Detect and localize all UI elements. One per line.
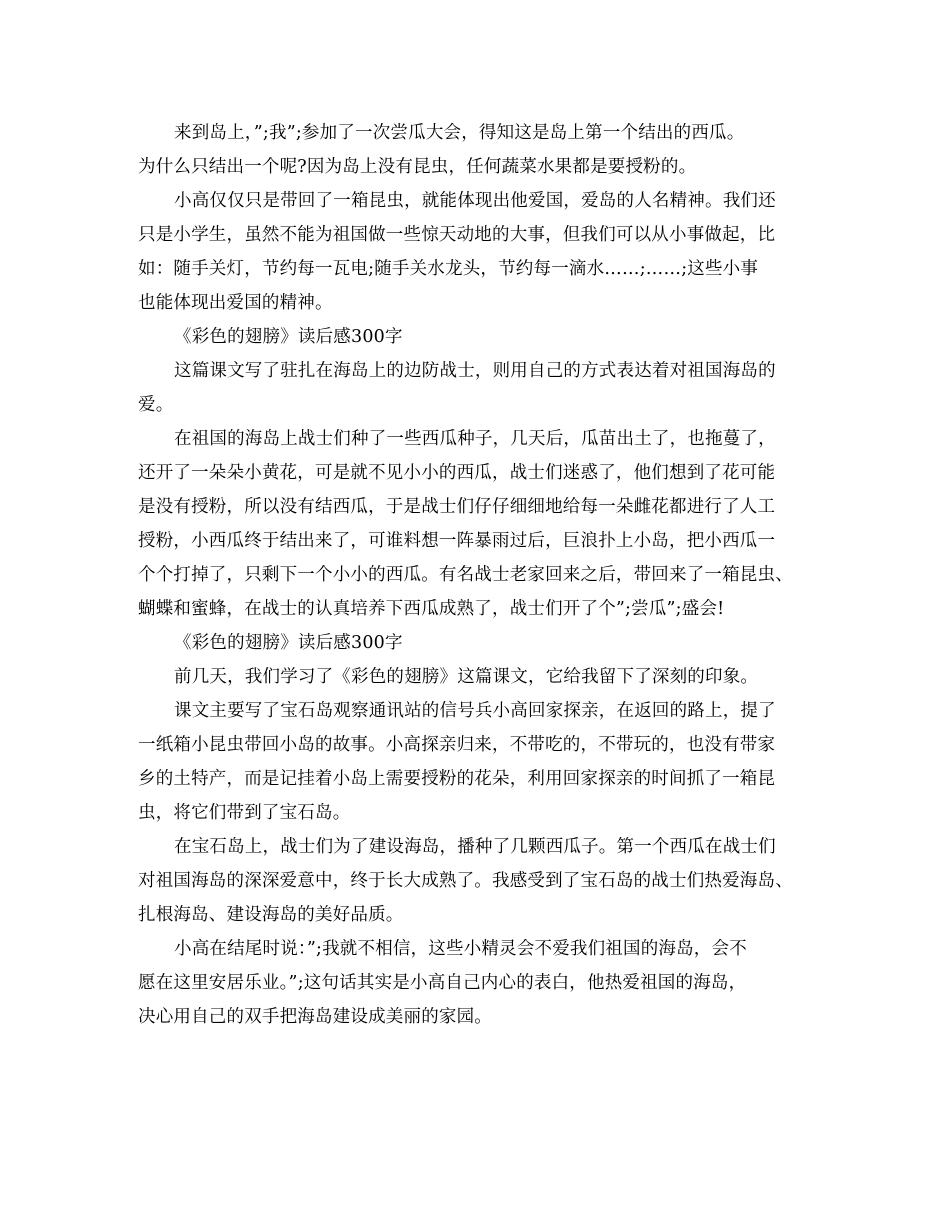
text-line: 只是小学生，虽然不能为祖国做一些惊天动地的大事，但我们可以从小事做起，比 — [138, 225, 776, 245]
text-line: 乡的土特产，而是记挂着小岛上需要授粉的花朵，利用回家探亲的时间抓了一箱昆 — [138, 769, 776, 789]
text-line: 小高仅仅只是带回了一箱昆虫，就能体现出他爱国，爱岛的人名精神。我们还 — [174, 191, 776, 211]
text-line: 扎根海岛、建设海岛的美好品质。 — [138, 905, 404, 925]
text-line: 愿在这里安居乐业。”;这句话其实是小高自己内心的表白，他热爱祖国的海岛， — [138, 973, 747, 993]
text-line: 小高在结尾时说：”;我就不相信，这些小精灵会不爱我们祖国的海岛，会不 — [174, 939, 747, 959]
text-line: 为什么只结出一个呢?因为岛上没有昆虫，任何蔬菜水果都是要授粉的。 — [138, 157, 697, 177]
text-line: 个个打掉了，只剩下一个小小的西瓜。有名战士老家回来之后，带回来了一箱昆虫、 — [138, 565, 793, 585]
text-line: 蝴蝶和蜜蜂，在战士的认真培养下西瓜成熟了，战士们开了个”;尝瓜”;盛会! — [138, 599, 725, 619]
text-line: 也能体现出爱国的精神。 — [138, 293, 333, 313]
text-line: 在宝石岛上，战士们为了建设海岛，播种了几颗西瓜子。第一个西瓜在战士们 — [174, 837, 776, 857]
text-line: 来到岛上，”;我”;参加了一次尝瓜大会，得知这是岛上第一个结出的西瓜。 — [174, 123, 745, 143]
text-line: 这篇课文写了驻扎在海岛上的边防战士，则用自己的方式表达着对祖国海岛的 — [174, 361, 776, 381]
text-line: 爱。 — [138, 395, 174, 415]
text-line: 对祖国海岛的深深爱意中，终于长大成熟了。我感受到了宝石岛的战士们热爱海岛、 — [138, 871, 793, 891]
text-line: 虫，将它们带到了宝石岛。 — [138, 803, 351, 823]
section-heading: 《彩色的翅膀》读后感300字 — [174, 327, 403, 347]
text-line: 在祖国的海岛上战士们种了一些西瓜种子，几天后，瓜苗出土了，也拖蔓了， — [174, 429, 776, 449]
section-heading: 《彩色的翅膀》读后感300字 — [174, 633, 403, 653]
text-line: 一纸箱小昆虫带回小岛的故事。小高探亲归来，不带吃的，不带玩的，也没有带家 — [138, 735, 776, 755]
text-line: 课文主要写了宝石岛观察通讯站的信号兵小高回家探亲，在返回的路上，提了 — [174, 701, 776, 721]
text-line: 授粉，小西瓜终于结出来了，可谁料想一阵暴雨过后，巨浪扑上小岛，把小西瓜一 — [138, 531, 776, 551]
text-line: 决心用自己的双手把海岛建设成美丽的家园。 — [138, 1007, 492, 1027]
text-line: 是没有授粉，所以没有结西瓜，于是战士们仔仔细细地给每一朵雌花都进行了人工 — [138, 497, 776, 517]
text-line: 还开了一朵朵小黄花，可是就不见小小的西瓜，战士们迷惑了，他们想到了花可能 — [138, 463, 776, 483]
text-line: 如：随手关灯，节约每一瓦电;随手关水龙头，节约每一滴水……;……;这些小事 — [138, 259, 759, 279]
text-line: 前几天，我们学习了《彩色的翅膀》这篇课文，它给我留下了深刻的印象。 — [174, 667, 759, 687]
